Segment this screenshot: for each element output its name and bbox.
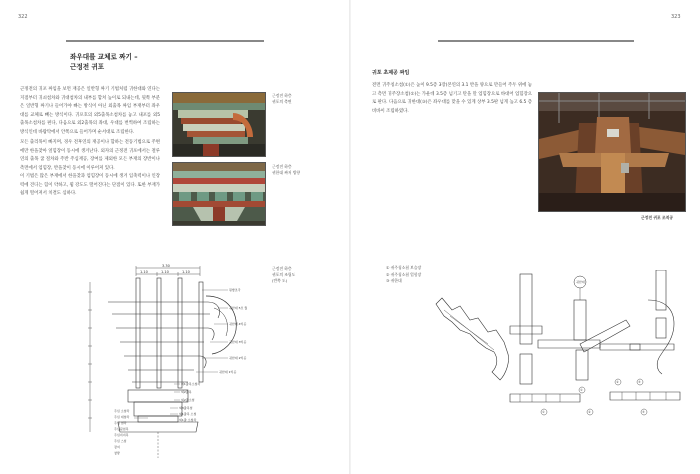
assembly-legend <box>386 265 421 285</box>
drawing-label: 외1출목 소첨 <box>179 412 197 416</box>
bracket-front-photo <box>172 162 266 226</box>
title-line-1: 좌우대를 교체로 짜기 – <box>70 53 138 61</box>
drawing-label: 주심 대첨차 <box>114 415 130 419</box>
drawing-label: ② <box>616 380 619 384</box>
paragraph: 모든 출리목이 빠지며, 경우 전후연의 재공이나 함하는 전동기법으로 주변에만 한을찾아 얼힘장이 동시에 생겨난다. 외자의 근정전 귀포에서는 철루연의 출목 굽 절차와 주반 주심재공, 장여를 제외한 모든 부재의 장반이나 측면에서 엄힘장, 반을찾이 동시에 이루어져 있다. <box>20 140 160 171</box>
right-page-number: 323 <box>671 14 681 20</box>
drawing-label: 귀한대 2익공 <box>229 356 247 360</box>
paragraph: 이 기법은 많은 부재에서 한을찾과 엄힘장이 동시에 생겨 입축력이나 인장력에 견디는 힘이 약하고, 휨 강도도 떨어진다는 단점이 있다. 또한 부재가 쉽게 떨어져서 치결도 심하다. <box>20 174 160 196</box>
corner-bracket-photo <box>538 92 686 212</box>
drawing-label: ③ <box>642 410 645 414</box>
drawing-label: 장여 <box>114 445 120 449</box>
caption-line: 근정전 하층 <box>272 164 292 169</box>
drawing-label: ③ <box>638 380 641 384</box>
assembly-exploded-drawing <box>430 270 692 420</box>
drawing-label: 외2출소첨 <box>181 398 195 402</box>
drawing-label: ② <box>588 410 591 414</box>
caption-line: 귀포의 조립도 <box>272 272 296 277</box>
drawing-label: ① <box>542 410 545 414</box>
paragraph: 근정전의 귀포 짜임을 보면 재공은 일반형 짜기 기법처럼 귀한대와 연다는 지점부터 귀쇠첨차와 귀대첨차의 내부를 합쳐 높이로 되내는데, 뒷쪽 부분은 일반형 짜기나 들어가야 빠는 방식이 아닌 외출목 짜임 부재부터 좌우대를 교체로 빼는 방식이다. 귀포호의 외5출목소첨차를 놓고 내포를 외5출목소첨차를 편다, 다음으로 외2출목의 좌대, 우대를 번쩍하여 조립하는 방식인데 바람탁에서 안쪽으로 들어가며 순서대로 조립한다. <box>20 87 160 135</box>
drawing-label: 주심 첨차 <box>114 421 127 425</box>
drawing-label: 귀한대 4익공 <box>229 322 247 326</box>
left-page-number: 322 <box>18 14 28 20</box>
photo2-caption <box>272 164 300 176</box>
drawing-label: 원쌍조각 <box>229 288 241 292</box>
drawing-label: 외2출목 <box>181 390 192 394</box>
legend-item: ② 귀주칭소첨 업힘장 <box>386 271 422 277</box>
caption-line: 근정전 하층 <box>272 93 292 98</box>
drawing-label: 귀한대 1익공 <box>219 370 237 374</box>
right-section-heading: 귀포 초제공 짜임 <box>372 70 410 76</box>
right-photo-caption: 근정전 귀포 조적공 <box>641 215 673 220</box>
drawing-label: 주심 스침 <box>114 439 127 443</box>
left-title-rule <box>66 40 264 42</box>
drawing-label: 창방 <box>114 451 120 455</box>
drawing-label: ① <box>580 388 583 392</box>
drawing-label: 귀한대 5묘 월 <box>229 306 248 310</box>
drawing-label: 외1출목소첨차 <box>181 382 201 386</box>
drawing-label: 외1출 소첨차 <box>179 418 197 422</box>
title-line-2: 근정전 귀포 <box>70 63 105 71</box>
caption-line: 근정전 하층 <box>272 266 292 271</box>
drawing-label: 귀한대 <box>576 280 585 284</box>
right-body-text: 전면 귀주칭소첨(①)은 높이 9.5층 3장(본연의 3.1 반을 양으로 만들어 주두 위에 놓고 측면 귀주장소첨(②)는 가운데 3.5층 넘기고 탄을 말 업힘장으로 바대어 업힘장으로 판다. 다음으로 귀한대(③)은 좌우대를 맞을 수 있게 상부 3.5판 넘게 높고 6.5 층 비바이 조립하였다. <box>372 83 532 114</box>
legend-item: ① 귀주칭소첨 보습장 <box>386 265 422 270</box>
drawing-label: 귀한대 3익공 <box>229 340 247 344</box>
drawing-label: 주심 소첨차 <box>114 409 130 413</box>
caption-line: 귀포의 측면 <box>272 99 292 104</box>
bracket-assembly-drawing <box>78 262 268 462</box>
bracket-side-photo <box>172 92 266 157</box>
left-body-text <box>20 86 160 199</box>
legend-item: ③ 귀한대 <box>386 278 402 284</box>
drawing-label: 외3출목첨 <box>179 406 193 410</box>
dim-label: 1.10 <box>182 270 190 274</box>
drawing-label: 주심지지목 <box>114 433 129 437</box>
dim-label: 1.10 <box>161 270 169 274</box>
left-page-title <box>70 52 138 72</box>
dim-label: 3.30 <box>162 264 170 268</box>
drawing-label: 주심뒷침목 <box>114 427 129 431</box>
caption-line: 귀한대 짜저 방향 <box>272 170 301 175</box>
right-title-rule <box>438 40 634 42</box>
page-gutter <box>349 0 351 474</box>
photo1-caption <box>272 93 292 105</box>
drawing-caption <box>272 266 295 284</box>
dim-label: 1.10 <box>140 270 148 274</box>
caption-line: (반쪽 도) <box>272 278 288 283</box>
